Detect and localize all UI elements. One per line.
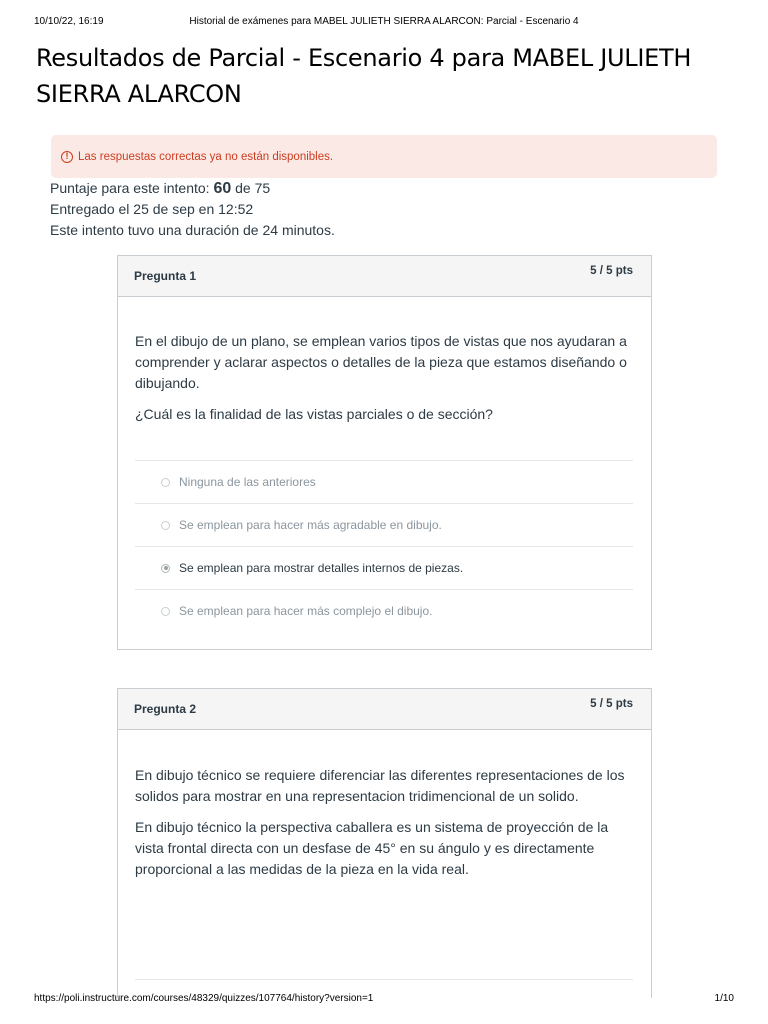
question-header (118, 689, 651, 730)
radio-button-checked[interactable] (161, 564, 170, 573)
answer-option[interactable] (135, 460, 633, 503)
divider (135, 979, 633, 980)
print-doc-title: Historial de exámenes para MABEL JULIETH SIERRA ALARCON: Parcial - Escenario 4 (189, 16, 579, 27)
question-paragraph: ¿Cuál es la finalidad de las vistas parciales o de sección? (135, 406, 493, 422)
answer-label: Se emplean para hacer más agradable en dibujo. (179, 518, 442, 532)
duration-line: Este intento tuvo una duración de 24 minutos. (50, 222, 335, 238)
question-points: 5 / 5 pts (590, 698, 633, 710)
page-title: Resultados de Parcial - Escenario 4 para MABEL JULIETH SIERRA ALARCON (36, 44, 692, 108)
attempt-summary (50, 178, 335, 241)
score-prefix: Puntaje para este intento: (50, 180, 214, 196)
question-paragraph: En dibujo técnico se requiere diferenciar las diferentes representaciones de los solidos para mostrar en una representacion tridimencional de un solido. (135, 767, 625, 804)
answer-list (135, 460, 633, 632)
answer-option-selected[interactable] (135, 546, 633, 589)
answer-label: Se emplean para mostrar detalles internos de piezas. (179, 561, 464, 575)
question-name: Pregunta 1 (134, 269, 197, 283)
question-paragraph: En dibujo técnico la perspectiva caballera es un sistema de proyección de la vista frontal directa con un desfase de 45° en su ángulo y es directamente proporcional a las medidas de la pieza en la vida real. (135, 819, 609, 877)
radio-button[interactable] (161, 521, 170, 530)
question-name: Pregunta 2 (134, 702, 197, 716)
question-text (135, 331, 633, 435)
answer-option[interactable] (135, 589, 633, 632)
print-header (0, 16, 768, 32)
answer-option[interactable] (135, 503, 633, 546)
score-value: 60 (213, 180, 232, 197)
answer-label: Ninguna de las anteriores (179, 475, 316, 489)
question-1 (117, 255, 652, 650)
page-url: https://poli.instructure.com/courses/48329/quizzes/107764/history?version=1 (34, 993, 374, 1004)
print-date: 10/10/22, 16:19 (34, 16, 104, 27)
score-suffix: de 75 (231, 180, 271, 196)
radio-button[interactable] (161, 478, 170, 487)
radio-button[interactable] (161, 607, 170, 616)
score-line (50, 178, 335, 199)
question-header (118, 256, 651, 297)
question-2 (117, 688, 652, 998)
answer-label: Se emplean para hacer más complejo el dibujo. (179, 604, 433, 618)
submitted-line: Entregado el 25 de sep en 12:52 (50, 201, 254, 217)
question-points: 5 / 5 pts (590, 265, 633, 277)
answers-unavailable-alert (51, 135, 717, 178)
alert-text: Las respuestas correctas ya no están disponibles. (78, 150, 334, 163)
page-number: 1/10 (714, 993, 734, 1004)
question-paragraph: En el dibujo de un plano, se emplean varios tipos de vistas que nos ayudaran a comprender y aclarar aspectos o detalles de la pieza que estamos diseñando o dibujando. (135, 333, 627, 391)
warning-icon: ! (61, 151, 73, 163)
question-text (135, 765, 633, 890)
